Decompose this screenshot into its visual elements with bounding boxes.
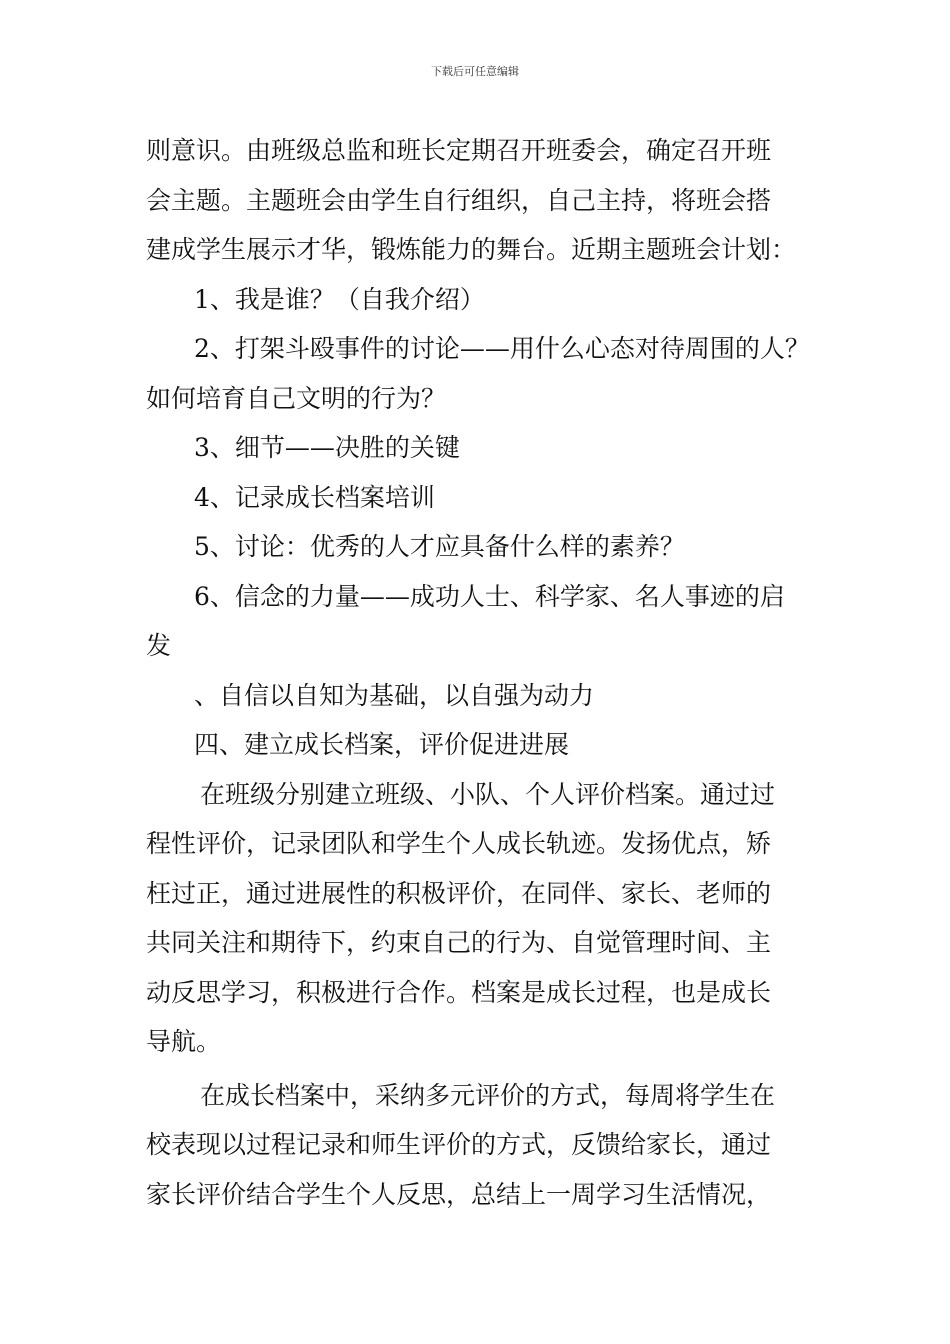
list-item-1: 1、我是谁？（自我介绍） [194,284,485,314]
list-item-6: 6、信念的力量——成功人士、科学家、名人事迹的启 [194,581,785,611]
list-item-5: 5、讨论：优秀的人才应具备什么样的素养？ [194,532,685,561]
paragraph-start: 在班级分别建立班级、小队、个人评价档案。通过过 [200,779,776,809]
text-line: 建成学生展示才华，锻炼能力的舞台。近期主题班会计划： [146,235,797,264]
page-header: 下载后可任意编辑 [431,65,519,78]
text-line: 发 [146,631,172,660]
list-item-7: 、自信以自知为基础，以自强为动力 [194,680,595,710]
text-line: 程性评价，记录团队和学生个人成长轨迹。发扬优点，矫 [146,829,772,858]
section-heading: 四、建立成长档案，评价促进进展 [194,730,570,759]
list-item-4: 4、记录成长档案培训 [194,482,435,512]
text-line: 家长评价结合学生个人反思，总结上一周学习生活情况， [146,1179,772,1209]
text-line: 动反思学习，积极进行合作。档案是成长过程，也是成长 [146,977,772,1007]
text-line: 枉过正，通过进展性的积极评价，在同伴、家长、老师的 [146,878,772,908]
document-body [146,126,810,1219]
text-line: 则意识。由班级总监和班长定期召开班委会，确定召开班 [146,136,772,165]
list-item-3: 3、细节——决胜的关键 [194,433,460,462]
text-line: 导航。 [146,1027,222,1056]
paragraph-start: 在成长档案中，采纳多元评价的方式，每周将学生在 [200,1080,776,1110]
text-line: 会主题。主题班会由学生自行组织，自己主持，将班会搭 [146,185,772,215]
text-line: 共同关注和期待下，约束自己的行为、自觉管理时间、主 [146,928,772,957]
list-item-2: 2、打架斗殴事件的讨论——用什么心态对待周围的人？ [194,334,810,363]
text-line: 校表现以过程记录和师生评价的方式，反馈给家长，通过 [146,1130,772,1159]
text-line: 如何培育自己文明的行为？ [146,383,447,413]
